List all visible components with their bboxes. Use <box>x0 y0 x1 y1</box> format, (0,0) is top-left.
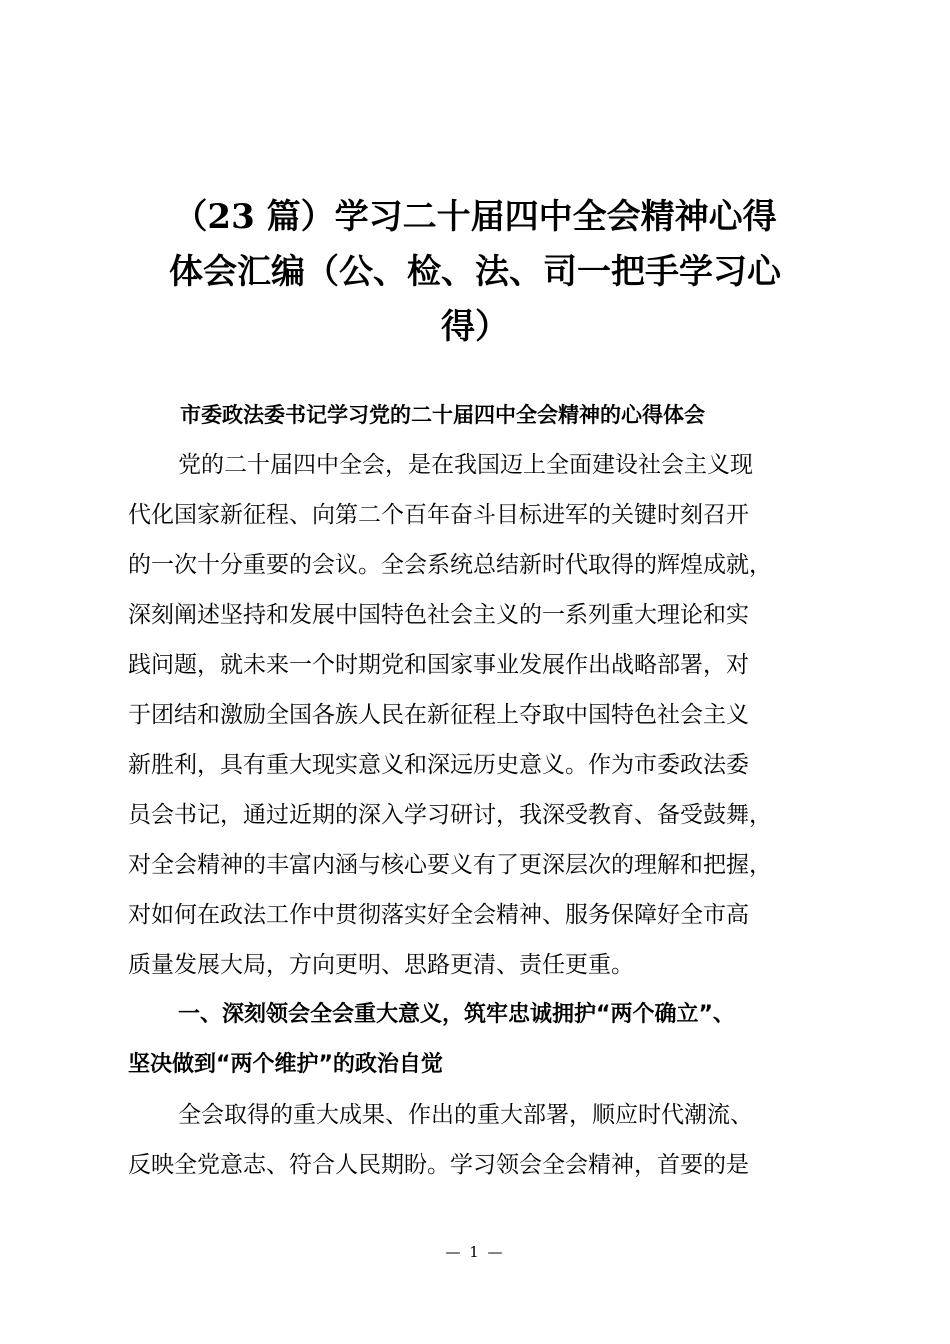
title-line: （23 篇）学习二十届四中全会精神心得 <box>173 197 777 237</box>
paragraph-line: 深刻阐述坚持和发展中国特色社会主义的一系列重大理论和实 <box>128 602 749 628</box>
page-number: — 1 — <box>445 1243 505 1261</box>
title-line: 得） <box>441 307 509 347</box>
paragraph-line: 质量发展大局，方向更明、思路更清、责任更重。 <box>128 952 634 978</box>
paragraph-line: 的一次十分重要的会议。全会系统总结新时代取得的辉煌成就， <box>128 552 772 578</box>
paragraph-line: 全会取得的重大成果、作出的重大部署，顺应时代潮流、 <box>178 1102 753 1128</box>
article-subtitle: 市委政法委书记学习党的二十届四中全会精神的心得体会 <box>180 403 705 427</box>
paragraph-line: 代化国家新征程、向第二个百年奋斗目标进军的关键时刻召开 <box>128 502 749 528</box>
document-title <box>120 190 830 355</box>
paragraph-line: 员会书记，通过近期的深入学习研讨，我深受教育、备受鼓舞， <box>128 802 772 828</box>
paragraph-line: 新胜利，具有重大现实意义和深远历史意义。作为市委政法委 <box>128 752 749 778</box>
paragraph-2 <box>128 1090 828 1190</box>
paragraph-line: 对如何在政法工作中贯彻落实好全会精神、服务保障好全市高 <box>128 902 749 928</box>
title-line: 体会汇编（公、检、法、司一把手学习心 <box>169 252 781 292</box>
section-heading-1 <box>128 990 828 1090</box>
paragraph-line: 践问题，就未来一个时期党和国家事业发展作出战略部署，对 <box>128 652 749 678</box>
paragraph-line: 于团结和激励全国各族人民在新征程上夺取中国特色社会主义 <box>128 702 749 728</box>
paragraph-line: 对全会精神的丰富内涵与核心要义有了更深层次的理解和把握， <box>128 852 772 878</box>
heading-line: 一、深刻领会全会重大意义，筑牢忠诚拥护“两个确立”、 <box>178 1002 735 1027</box>
heading-line: 坚决做到“两个维护”的政治自觉 <box>128 1052 443 1077</box>
paragraph-line: 反映全党意志、符合人民期盼。学习领会全会精神，首要的是 <box>128 1152 749 1178</box>
paragraph-1 <box>128 440 828 990</box>
paragraph-line: 党的二十届四中全会，是在我国迈上全面建设社会主义现 <box>178 452 753 478</box>
